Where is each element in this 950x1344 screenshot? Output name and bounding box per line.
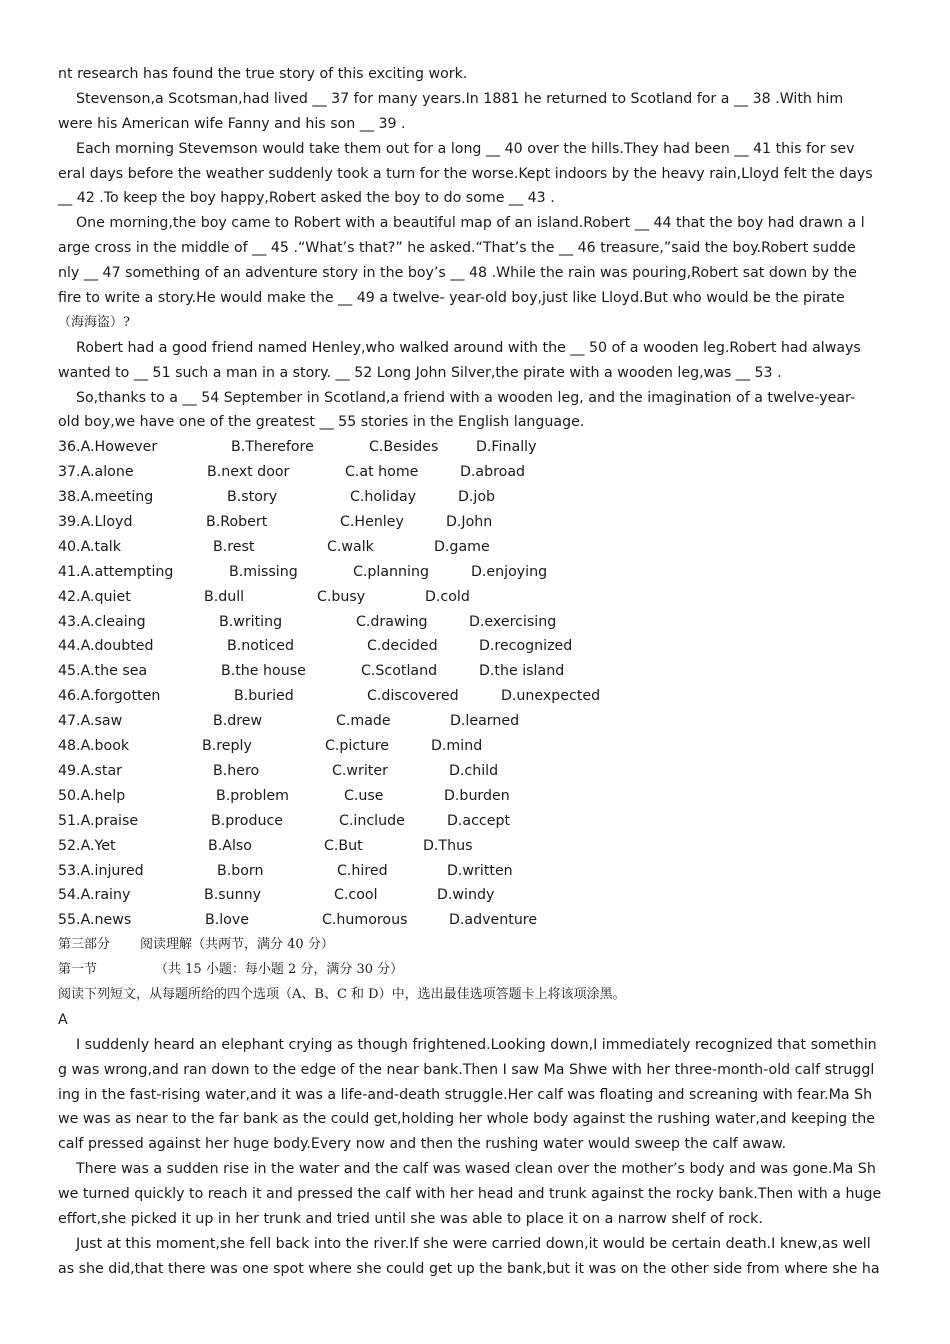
question-row xyxy=(58,859,894,884)
option-d: D.learned xyxy=(450,713,520,730)
option-a: 52.A.Yet xyxy=(58,837,116,854)
question-row xyxy=(58,784,894,809)
option-b: B.Therefore xyxy=(231,439,314,456)
option-c: C.hired xyxy=(337,862,388,879)
section-part-title: 阅读理解（共两节，满分 40 分） xyxy=(140,937,334,953)
option-d: D.adventure xyxy=(449,912,538,929)
option-a: 49.A.star xyxy=(58,762,123,779)
question-row xyxy=(58,535,894,560)
option-c: C.decided xyxy=(367,638,438,655)
option-b: B.born xyxy=(217,862,264,879)
question-row xyxy=(58,709,894,734)
option-c: C.include xyxy=(339,812,405,829)
option-d: D.windy xyxy=(437,887,495,904)
option-b: B.next door xyxy=(207,464,290,481)
option-b: B.noticed xyxy=(227,638,294,655)
question-row xyxy=(58,908,894,933)
question-row xyxy=(58,510,894,535)
option-a: 54.A.rainy xyxy=(58,887,131,904)
reading-passage-a xyxy=(58,1008,894,1282)
option-a: 55.A.news xyxy=(58,912,132,929)
passage-line: as she did,that there was one spot where she could get up the bank,but it was on the other side from where she ha xyxy=(58,1260,880,1277)
option-a: 51.A.praise xyxy=(58,812,139,829)
passage-line: wanted to __ 51 such a man in a story. __ 52 Long John Silver,the pirate with a wooden leg,was __ 53 . xyxy=(58,364,782,381)
option-d: D.recognized xyxy=(479,638,573,655)
passage-label: A xyxy=(58,1011,68,1028)
section-sub-title: （共 15 小题：每小题 2 分，满分 30 分） xyxy=(155,962,404,978)
option-b: B.writing xyxy=(219,613,283,630)
question-row xyxy=(58,659,894,684)
passage-line: we was as near to the far bank as the could get,holding her whole body against the rushing water,and keeping the xyxy=(58,1111,875,1128)
passage-line: g was wrong,and ran down to the edge of the near bank.Then I saw Ma Shwe with her three-month-old calf struggl xyxy=(58,1061,875,1078)
option-c: C.made xyxy=(336,713,391,730)
option-a: 45.A.the sea xyxy=(58,663,148,680)
passage-line: effort,she picked it up in her trunk and tried until she was able to place it on a narrow shelf of rock. xyxy=(58,1210,763,1227)
question-row xyxy=(58,610,894,635)
passage-line: （海海盗）? xyxy=(58,314,130,330)
passage-line: I suddenly heard an elephant crying as though frightened.Looking down,I immediately recognized that somethin xyxy=(76,1036,877,1053)
question-row xyxy=(58,585,894,610)
question-row xyxy=(58,734,894,759)
question-row xyxy=(58,560,894,585)
question-row xyxy=(58,834,894,859)
passage-line: nt research has found the true story of this exciting work. xyxy=(58,66,468,82)
passage-line: we turned quickly to reach it and pressed the calf with her head and trunk against the rocky bank.Then with a huge xyxy=(58,1186,882,1203)
option-c: C.picture xyxy=(325,738,389,755)
option-d: D.John xyxy=(446,514,493,531)
option-c: C.Henley xyxy=(340,514,404,531)
passage-line: Stevenson,a Scotsman,had lived __ 37 for many years.In 1881 he returned to Scotland for a __ 38 .With him xyxy=(76,90,844,107)
question-row xyxy=(58,485,894,510)
option-d: D.enjoying xyxy=(471,563,548,580)
option-d: D.accept xyxy=(447,812,511,829)
option-d: D.the island xyxy=(479,663,565,680)
option-b: B.hero xyxy=(213,762,260,779)
section-sub-row xyxy=(58,958,894,983)
question-row xyxy=(58,883,894,908)
passage-line: old boy,we have one of the greatest __ 55 stories in the English language. xyxy=(58,414,585,431)
option-d: D.job xyxy=(458,489,496,506)
passage-line: Just at this moment,she fell back into the river.If she were carried down,it would be certain death.I knew,as well xyxy=(76,1235,871,1252)
option-b: B.Also xyxy=(208,837,252,854)
option-b: B.reply xyxy=(202,738,252,755)
option-d: D.exercising xyxy=(469,613,557,630)
option-d: D.Thus xyxy=(423,837,473,854)
option-c: C.Besides xyxy=(369,439,439,456)
option-b: B.problem xyxy=(216,787,289,804)
option-b: B.dull xyxy=(204,588,245,605)
option-a: 44.A.doubted xyxy=(58,638,154,655)
option-c: C.holiday xyxy=(350,489,417,506)
option-d: D.game xyxy=(434,538,490,555)
option-a: 42.A.quiet xyxy=(58,588,131,605)
question-row xyxy=(58,684,894,709)
option-b: B.rest xyxy=(213,538,255,555)
option-a: 40.A.talk xyxy=(58,538,121,555)
option-b: B.sunny xyxy=(204,887,262,904)
option-a: 46.A.forgotten xyxy=(58,688,161,705)
option-d: D.unexpected xyxy=(501,688,601,705)
option-a: 47.A.saw xyxy=(58,713,123,730)
section-instruction: 阅读下列短文，从每题所给的四个选项（A、B、C 和 D）中，选出最佳选项答题卡上将该项涂黑。 xyxy=(58,986,626,1002)
option-a: 39.A.Lloyd xyxy=(58,514,133,531)
option-b: B.the house xyxy=(221,663,306,680)
option-c: C.walk xyxy=(327,538,374,555)
passage-line: nly __ 47 something of an adventure story in the boy’s __ 48 .While the rain was pouring,Robert sat down by the xyxy=(58,265,857,282)
cloze-passage xyxy=(58,62,894,435)
passage-line: __ 42 .To keep the boy happy,Robert asked the boy to do some __ 43 . xyxy=(58,190,555,207)
option-c: C.planning xyxy=(353,563,429,580)
option-d: D.Finally xyxy=(476,439,537,456)
option-d: D.cold xyxy=(425,588,470,605)
option-b: B.buried xyxy=(234,688,294,705)
exam-page xyxy=(58,62,894,1282)
passage-line: So,thanks to a __ 54 September in Scotland,a friend with a wooden leg, and the imagination of a twelve-year- xyxy=(76,389,856,406)
option-a: 48.A.book xyxy=(58,738,130,755)
option-c: C.writer xyxy=(332,762,388,779)
option-b: B.Robert xyxy=(206,514,268,531)
option-a: 37.A.alone xyxy=(58,464,134,481)
passage-line: calf pressed against her huge body.Every now and then the rushing water would sweep the calf awaw. xyxy=(58,1136,787,1153)
passage-line: One morning,the boy came to Robert with a beautiful map of an island.Robert __ 44 that the boy had drawn a l xyxy=(76,215,865,232)
option-c: C.Scotland xyxy=(361,663,438,680)
option-d: D.burden xyxy=(444,787,510,804)
option-a: 41.A.attempting xyxy=(58,563,174,580)
option-d: D.abroad xyxy=(460,464,526,481)
option-c: C.drawing xyxy=(356,613,428,630)
section-sub-label: 第一节 xyxy=(58,962,98,978)
section-part-label: 第三部分 xyxy=(58,937,111,953)
passage-line: eral days before the weather suddenly took a turn for the worse.Kept indoors by the heavy rain,Lloyd felt the days xyxy=(58,165,873,182)
passage-line: were his American wife Fanny and his son __ 39 . xyxy=(58,115,406,132)
option-c: C.at home xyxy=(345,464,419,481)
passage-line: Robert had a good friend named Henley,who walked around with the __ 50 of a wooden leg.Robert had always xyxy=(76,339,861,356)
option-c: C.But xyxy=(324,837,363,854)
option-c: C.cool xyxy=(334,887,378,904)
option-b: B.love xyxy=(205,912,249,929)
option-b: B.drew xyxy=(213,713,263,730)
option-a: 38.A.meeting xyxy=(58,489,154,506)
question-row xyxy=(58,759,894,784)
option-b: B.story xyxy=(227,489,278,506)
passage-line: There was a sudden rise in the water and the calf was wased clean over the mother’s body and was gone.Ma Sh xyxy=(76,1161,876,1178)
passage-line: fire to write a story.He would make the __ 49 a twelve- year-old boy,just like Lloyd.But who would be the pirate xyxy=(58,290,845,307)
passage-line: ing in the fast-rising water,and it was a life-and-death struggle.Her calf was floating and screaning with fear.Ma Sh xyxy=(58,1086,873,1103)
option-c: C.use xyxy=(344,787,384,804)
question-row xyxy=(58,460,894,485)
section-part-row xyxy=(58,933,894,958)
option-a: 53.A.injured xyxy=(58,862,144,879)
section-three-header xyxy=(58,933,894,1008)
option-c: C.busy xyxy=(317,588,366,605)
option-c: C.discovered xyxy=(367,688,459,705)
option-a: 36.A.However xyxy=(58,439,158,456)
question-row xyxy=(58,435,894,460)
question-list xyxy=(58,435,894,933)
option-d: D.mind xyxy=(431,738,483,755)
option-a: 50.A.help xyxy=(58,787,126,804)
question-row xyxy=(58,634,894,659)
option-b: B.missing xyxy=(229,563,298,580)
option-d: D.child xyxy=(449,762,499,779)
option-a: 43.A.cleaing xyxy=(58,613,146,630)
passage-line: Each morning Stevemson would take them out for a long __ 40 over the hills.They had been __ 41 this for sev xyxy=(76,140,855,157)
passage-line: arge cross in the middle of __ 45 .“What’s that?” he asked.“That’s the __ 46 treasure,”said the boy.Robert sudde xyxy=(58,240,856,257)
option-d: D.written xyxy=(447,862,513,879)
option-b: B.produce xyxy=(211,812,283,829)
question-row xyxy=(58,809,894,834)
option-c: C.humorous xyxy=(322,912,408,929)
